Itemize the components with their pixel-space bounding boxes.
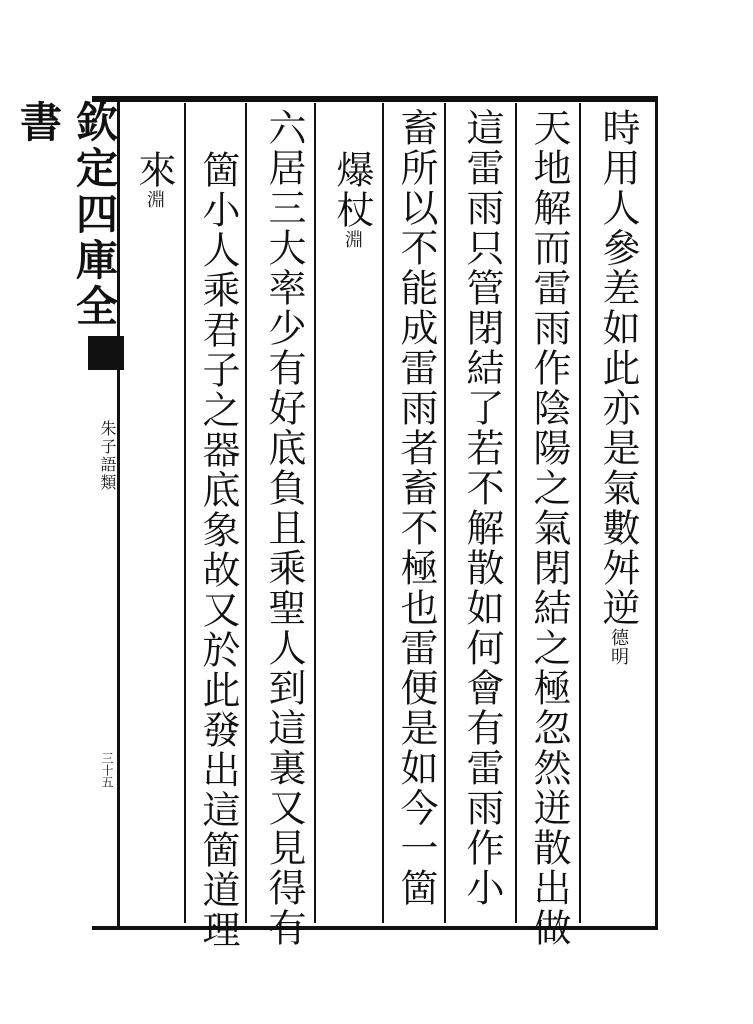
text-column-7 (196, 150, 240, 950)
column-main-text: 箇小人乘君子之器底象故又於此發出這箇道理 (196, 150, 240, 950)
column-main-text: 時用人參差如此亦是氣數舛逆 (596, 108, 640, 628)
column-main-text: 來 (132, 150, 176, 190)
fish-tail-mark (88, 336, 124, 370)
column-note: 淵 (144, 190, 165, 209)
column-rule (314, 103, 316, 923)
column-rule (515, 103, 517, 923)
text-column-3 (460, 108, 504, 908)
margin-title: 欽定四庫全書 (14, 100, 119, 330)
text-column-8 (132, 150, 176, 209)
column-main-text: 這雷雨只管閉結了若不解散如何會有雷雨作小 (460, 108, 504, 908)
column-rule (444, 103, 446, 923)
text-column-4 (394, 108, 438, 908)
column-rule (382, 103, 384, 923)
column-rule (579, 103, 581, 923)
column-main-text: 天地解而雷雨作陰陽之氣閉結之極忽然迸散出做 (527, 108, 571, 948)
column-note: 德明 (608, 628, 629, 666)
column-rule (245, 103, 247, 923)
text-column-2 (527, 108, 571, 948)
text-column-6 (262, 108, 306, 948)
column-rule (184, 103, 186, 923)
column-main-text: 六居三大率少有好底負且乘聖人到這裏又見得有 (262, 108, 306, 948)
text-column-5 (330, 150, 374, 249)
margin-page-number: 三十五 (100, 752, 114, 788)
column-main-text: 畜所以不能成雷雨者畜不極也雷便是如今一箇 (394, 108, 438, 908)
margin-book-name: 朱子語類 (98, 420, 117, 492)
page-frame (92, 96, 658, 930)
column-note: 淵 (342, 230, 363, 249)
column-main-text: 爆杖 (330, 150, 374, 230)
text-column-1 (596, 108, 640, 666)
